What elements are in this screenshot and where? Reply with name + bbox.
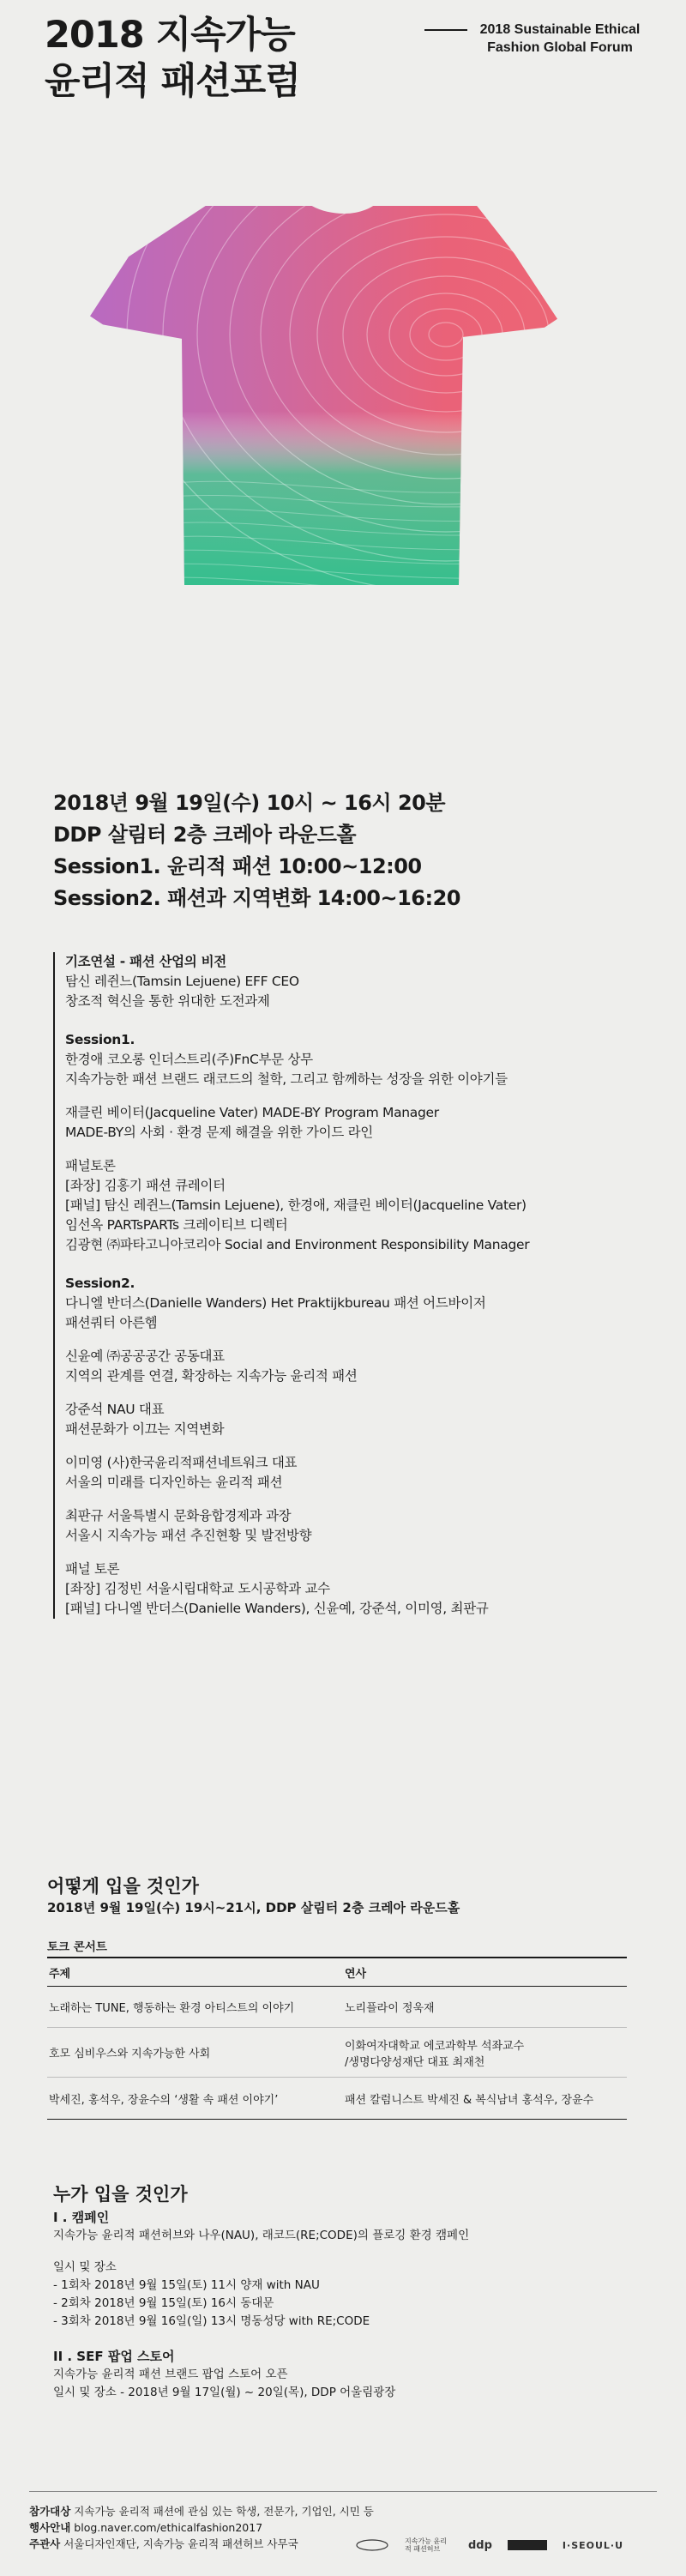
row-speaker: 패션 칼럼니스트 박세진 & 복식남녀 홍석우, 장윤수 <box>345 2093 594 2107</box>
footer-host-value: 서울디자인재단, 지속가능 윤리적 패션허브 사무국 <box>63 2537 298 2550</box>
session2-panel-heading: 패널 토론 <box>65 1561 120 1577</box>
concert-info: 2018년 9월 19일(수) 19시~21시, DDP 살림터 2층 크레아 라운드홀 <box>47 1900 460 1915</box>
popup-description: 지속가능 윤리적 패션 브랜드 팝업 스토어 오픈 <box>53 2368 288 2381</box>
session2-speaker-a: 다니엘 반더스(Danielle Wanders) Het Praktijkbureau 패션 어드바이저 <box>65 1295 486 1311</box>
concert-title: 어떻게 입을 것인가 <box>47 1876 199 1897</box>
session2-topic-b: 지역의 관계를 연결, 확장하는 지속가능 윤리적 패션 <box>65 1368 358 1384</box>
session1-panel-member-4: 김광현 ㈜파타고니아코리아 Social and Environment Responsibility Manager <box>65 1237 530 1252</box>
popup-heading: II . SEF 팝업 스토어 <box>53 2349 175 2364</box>
main-title-line2: 윤리적 패션포럼 <box>45 60 300 103</box>
table-row <box>47 2028 627 2078</box>
campaign-heading: I . 캠페인 <box>53 2210 110 2225</box>
session1-topic-b: MADE-BY의 사회 · 환경 문제 해결을 위한 가이드 라인 <box>65 1125 373 1140</box>
row-speaker-line2: /생명다양성재단 대표 최재천 <box>345 2055 485 2069</box>
who-section <box>53 2183 469 2402</box>
english-title-line2: Fashion Global Forum <box>487 40 633 55</box>
session1-speaker-a: 한경애 코오롱 인더스트리(주)FnC부문 상무 <box>65 1052 313 1067</box>
popup-schedule: 일시 및 장소 - 2018년 9월 17일(월) ~ 20일(목), DDP 어울림광장 <box>53 2386 396 2399</box>
session2-speaker-d: 이미영 (사)한국윤리적패션네트워크 대표 <box>65 1455 298 1470</box>
session2-block <box>65 1274 653 1333</box>
session2-speaker-c: 강준석 NAU 대표 <box>65 1402 165 1417</box>
seoul-logo: I·SEOUL·U <box>562 2539 624 2551</box>
session2-panel-members: [패널] 다니엘 반더스(Danielle Wanders), 신윤예, 강준석, 이미영, 최판규 <box>65 1601 489 1616</box>
session2-panel <box>65 1559 653 1619</box>
campaign-description: 지속가능 윤리적 패션허브와 나우(NAU), 래코드(RE;CODE)의 플로깅 환경 캠페인 <box>53 2229 470 2242</box>
english-title-line1: 2018 Sustainable Ethical <box>479 22 641 37</box>
event-session1: Session1. 윤리적 패션 10:00~12:00 <box>53 854 422 878</box>
who-title: 누가 입을 것인가 <box>53 2184 188 2205</box>
session1-block-b <box>65 1103 653 1143</box>
session2-block-d <box>65 1453 653 1493</box>
session2-topic-a: 패션쿼터 아른헴 <box>65 1315 158 1330</box>
session1-panel-heading: 패널토론 <box>65 1158 116 1173</box>
table-row <box>47 2078 627 2119</box>
row-topic: 박세진, 홍석우, 장윤수의 ‘생활 속 패션 이야기’ <box>49 2093 279 2107</box>
schedule-item-3: - 3회차 2018년 9월 16일(일) 13시 명동성당 with RE;CODE <box>53 2314 370 2328</box>
program-list <box>53 952 653 1619</box>
schedule-heading: 일시 및 장소 <box>53 2260 117 2274</box>
footer-target-value: 지속가능 윤리적 패션에 관심 있는 학생, 전문가, 기업인, 시민 등 <box>74 2505 374 2518</box>
session2-topic-e: 서울시 지속가능 패션 추진현황 및 발전방향 <box>65 1528 312 1543</box>
main-title-line1: 2018 지속가능 <box>45 14 295 57</box>
keynote-block <box>65 952 653 1011</box>
session2-speaker-e: 최판규 서울특별시 문화융합경제과 과장 <box>65 1508 292 1523</box>
event-date: 2018년 9월 19일(수) 10시 ~ 16시 20분 <box>53 791 446 815</box>
session1-block <box>65 1030 653 1089</box>
session2-panel-moderator: [좌장] 김정빈 서울시립대학교 도시공학과 교수 <box>65 1581 330 1596</box>
schedule-item-1: - 1회차 2018년 9월 15일(토) 11시 양재 with NAU <box>53 2278 320 2292</box>
footer-target-label: 참가대상 <box>29 2505 71 2518</box>
row-topic: 호모 심비우스와 지속가능한 사회 <box>49 2048 211 2060</box>
session1-panel-member-3: 임선옥 PARTsPARTs 크레이티브 디렉터 <box>65 1217 288 1233</box>
ddp-logo: ddp <box>468 2538 492 2552</box>
english-title <box>470 21 650 57</box>
event-info <box>53 787 460 914</box>
footer-info-link[interactable]: blog.naver.com/ethicalfashion2017 <box>74 2521 263 2534</box>
footer-host-label: 주관사 <box>29 2537 61 2550</box>
session1-speaker-b: 재클린 베이터(Jacqueline Vater) MADE-BY Program Manager <box>65 1105 439 1120</box>
session2-heading: Session2. <box>65 1276 135 1291</box>
footer <box>29 2503 374 2552</box>
session2-topic-d: 서울의 미래를 디자인하는 윤리적 패션 <box>65 1475 283 1490</box>
table-row <box>47 1987 627 2028</box>
event-session2: Session2. 패션과 지역변화 14:00~16:20 <box>53 886 461 910</box>
footer-host <box>29 2536 374 2552</box>
row-topic: 노래하는 TUNE, 행동하는 환경 아티스트의 이야기 <box>49 2002 295 2015</box>
tshirt-illustration <box>0 206 686 600</box>
footer-target <box>29 2503 374 2519</box>
concert-heading: 토크 콘서트 <box>47 1940 107 1954</box>
footer-divider <box>29 2491 657 2492</box>
session2-block-c <box>65 1400 653 1439</box>
session2-topic-c: 패션문화가 이끄는 지역변화 <box>65 1421 225 1437</box>
session1-panel <box>65 1156 653 1255</box>
keynote-speaker: 탐신 레쥔느(Tamsin Lejuene) EFF CEO <box>65 974 299 989</box>
session1-panel-members: [패널] 탐신 레쥔느(Tamsin Lejuene), 한경애, 재클린 베이터(Jacqueline Vater) <box>65 1198 527 1213</box>
hub-logo: 지속가능 윤리적 패션허브 <box>405 2537 447 2553</box>
logo-row <box>355 2537 623 2553</box>
session2-speaker-b: 신윤예 ㈜공공공간 공동대표 <box>65 1348 225 1364</box>
main-title <box>45 12 300 105</box>
row-speaker: 노리플라이 정욱재 <box>345 2002 435 2015</box>
event-venue: DDP 살림터 2층 크레아 라운드홀 <box>53 823 357 847</box>
keynote-topic: 창조적 혁신을 통한 위대한 도전과제 <box>65 993 270 1009</box>
session2-block-e <box>65 1506 653 1546</box>
table-header-speaker: 연사 <box>345 1967 367 1981</box>
session2-block-b <box>65 1347 653 1386</box>
keynote-heading: 기조연설 - 패션 산업의 비전 <box>65 954 226 969</box>
footer-info-label: 행사안내 <box>29 2521 71 2534</box>
table-header-row <box>47 1958 627 1987</box>
concert-table <box>47 1957 627 2120</box>
schedule-item-2: - 2회차 2018년 9월 15일(토) 16시 동대문 <box>53 2296 274 2310</box>
row-speaker-line1: 이화여자대학교 에코과학부 석좌교수 <box>345 2039 525 2053</box>
session1-panel-moderator: [좌장] 김홍기 패션 큐레이터 <box>65 1178 226 1193</box>
table-header-topic: 주제 <box>49 1967 71 1981</box>
session1-topic-a: 지속가능한 패션 브랜드 래코드의 철학, 그리고 함께하는 성장을 위한 이야기들 <box>65 1071 508 1087</box>
session1-heading: Session1. <box>65 1032 135 1047</box>
row-speaker <box>345 2036 627 2069</box>
title-divider <box>424 29 467 31</box>
footer-info <box>29 2519 374 2536</box>
dark-logo <box>508 2540 547 2550</box>
seoul-design-logo <box>355 2538 389 2552</box>
